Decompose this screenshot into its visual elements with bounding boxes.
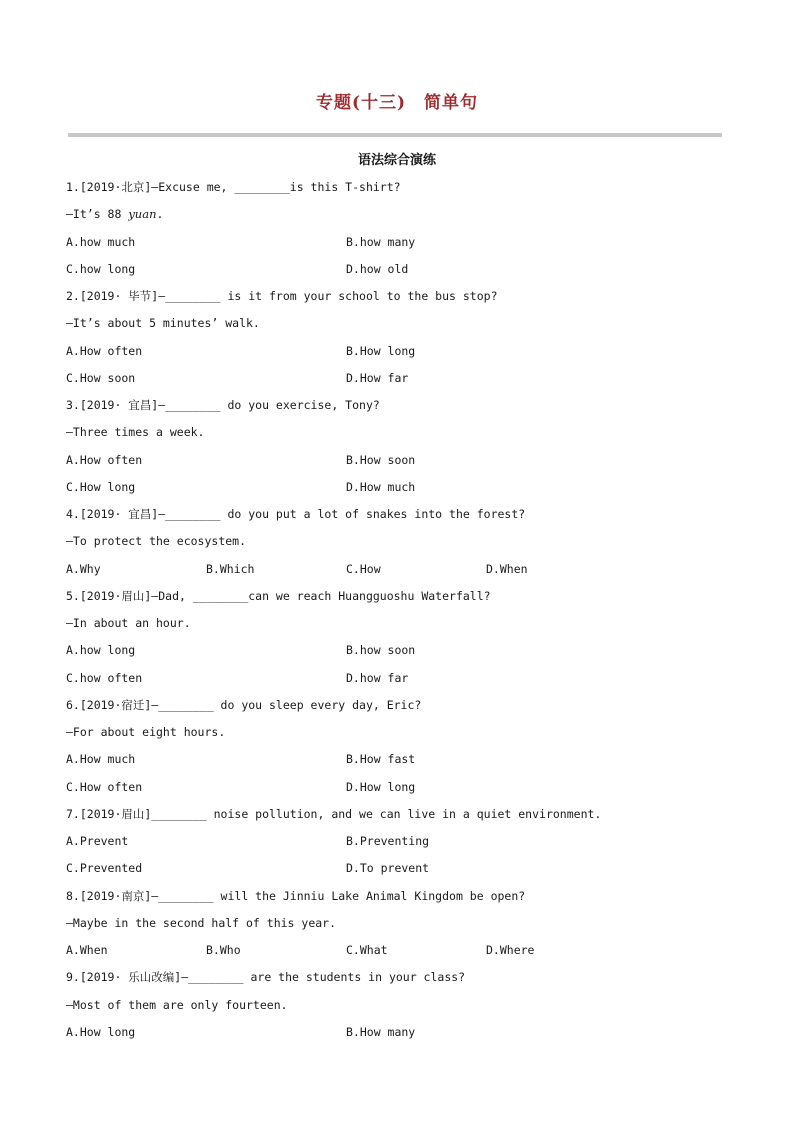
question-5-answer: —In about an hour. bbox=[66, 616, 191, 630]
option[interactable]: D.How far bbox=[346, 370, 409, 385]
option[interactable]: A.How often bbox=[66, 452, 143, 467]
question-1-options-row-1 bbox=[66, 229, 736, 256]
question-9-stem: 9.[2019· 乐山改编]—________ are the students in your class? bbox=[66, 970, 466, 985]
question-3-options-row-2 bbox=[66, 474, 736, 501]
question-6-options-row-2 bbox=[66, 774, 736, 801]
option[interactable]: C.How often bbox=[66, 779, 143, 794]
option[interactable]: D.How long bbox=[346, 779, 416, 794]
question-2-options-row-1 bbox=[66, 338, 736, 365]
question-5-stem: 5.[2019·眉山]—Dad, ________can we reach Huangguoshu Waterfall? bbox=[66, 588, 491, 603]
question-1-answer: —It’s 88 yuan. bbox=[66, 207, 164, 222]
option[interactable]: D.how old bbox=[346, 261, 409, 276]
option[interactable]: C.How bbox=[346, 561, 381, 576]
option[interactable]: D.When bbox=[486, 561, 528, 576]
option[interactable]: D.How much bbox=[346, 479, 416, 494]
question-9-answer: —Most of them are only fourteen. bbox=[66, 997, 288, 1012]
question-4-stem: 4.[2019· 宜昌]—________ do you put a lot of snakes into the forest? bbox=[66, 507, 526, 521]
option[interactable]: A.Prevent bbox=[66, 834, 129, 848]
page-title bbox=[0, 88, 794, 113]
question-3-options-row-1 bbox=[66, 447, 736, 474]
option[interactable]: B.How many bbox=[346, 1024, 416, 1039]
option[interactable]: B.Preventing bbox=[346, 834, 430, 848]
question-6-answer: —For about eight hours. bbox=[66, 725, 226, 739]
question-7-options-row-2 bbox=[66, 855, 736, 882]
question-1-stem: 1.[2019·北京]—Excuse me, ________is this T-shirt? bbox=[66, 180, 401, 194]
option[interactable]: B.Which bbox=[206, 561, 255, 576]
question-2-stem: 2.[2019· 毕节]—________ is it from your school to the bus stop? bbox=[66, 289, 498, 303]
option[interactable]: C.How long bbox=[66, 479, 136, 494]
option[interactable]: B.how many bbox=[346, 234, 416, 249]
option[interactable]: A.How often bbox=[66, 343, 143, 358]
title-topic-number: 专题(十三) bbox=[315, 93, 407, 113]
question-5-options-row-2 bbox=[66, 665, 736, 692]
question-3-stem: 3.[2019· 宜昌]—________ do you exercise, Tony? bbox=[66, 398, 380, 412]
question-2-options-row-2 bbox=[66, 365, 736, 392]
question-8-stem: 8.[2019·南京]—________ will the Jinniu Lake Animal Kingdom be open? bbox=[66, 888, 526, 903]
option[interactable]: D.To prevent bbox=[346, 861, 430, 876]
question-9-options-row-1 bbox=[66, 1019, 736, 1046]
option[interactable]: D.Where bbox=[486, 943, 535, 957]
question-2-answer: —It’s about 5 minutes’ walk. bbox=[66, 316, 260, 331]
option[interactable]: C.What bbox=[346, 943, 388, 957]
question-8-answer: —Maybe in the second half of this year. bbox=[66, 915, 337, 930]
option[interactable]: A.Why bbox=[66, 561, 101, 576]
option[interactable]: C.Prevented bbox=[66, 861, 143, 876]
question-3-answer: —Three times a week. bbox=[66, 425, 205, 440]
question-1-options-row-2 bbox=[66, 256, 736, 283]
option[interactable]: C.how often bbox=[66, 670, 143, 685]
question-4-options-row bbox=[66, 556, 736, 583]
option[interactable]: C.How soon bbox=[66, 370, 136, 385]
option[interactable]: C.how long bbox=[66, 261, 136, 276]
question-list bbox=[66, 174, 736, 1046]
option[interactable]: B.How soon bbox=[346, 452, 416, 467]
question-8-options-row bbox=[66, 937, 736, 964]
option[interactable]: A.How long bbox=[66, 1024, 136, 1039]
question-6-options-row-1 bbox=[66, 746, 736, 773]
option[interactable]: A.how much bbox=[66, 234, 136, 249]
option[interactable]: B.How long bbox=[346, 343, 416, 358]
title-divider bbox=[68, 133, 722, 137]
section-heading: 语法综合演练 bbox=[357, 153, 436, 168]
question-4-answer: —To protect the ecosystem. bbox=[66, 534, 247, 549]
option[interactable]: D.how far bbox=[346, 670, 409, 685]
option[interactable]: A.how long bbox=[66, 643, 136, 658]
question-6-stem: 6.[2019·宿迁]—________ do you sleep every day, Eric? bbox=[66, 697, 422, 712]
question-7-options-row-1 bbox=[66, 828, 736, 855]
option[interactable]: A.When bbox=[66, 943, 108, 957]
option[interactable]: B.How fast bbox=[346, 752, 416, 767]
title-topic-name: 简单句 bbox=[424, 93, 479, 113]
option[interactable]: A.How much bbox=[66, 752, 136, 767]
question-5-options-row-1 bbox=[66, 637, 736, 664]
question-7-stem: 7.[2019·眉山]________ noise pollution, and we can live in a quiet environment. bbox=[66, 806, 602, 821]
option[interactable]: B.how soon bbox=[346, 643, 416, 658]
option[interactable]: B.Who bbox=[206, 943, 241, 957]
